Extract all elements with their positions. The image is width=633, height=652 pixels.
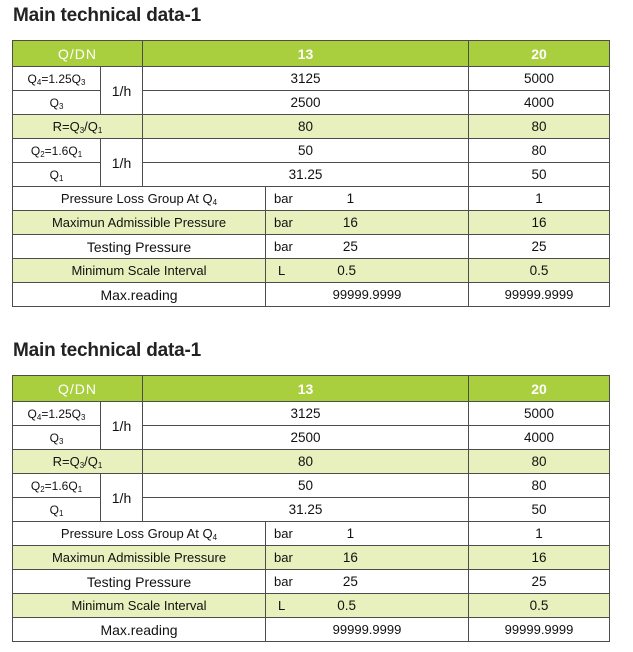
unit-l: L: [278, 598, 286, 613]
table-row-q4: [13, 402, 610, 426]
value-20: 25: [469, 570, 610, 594]
label-max-pressure: Maximun Admissible Pressure: [13, 211, 266, 235]
value-20: 5000: [469, 402, 610, 426]
unit-bar: bar: [274, 215, 293, 230]
table-row-max-pressure: [13, 211, 610, 235]
table-row-max-reading: [13, 283, 610, 307]
section-title: Main technical data-1: [13, 340, 201, 361]
unit-bar: bar: [274, 550, 293, 565]
value-20: 1: [469, 522, 610, 546]
label-testing-pressure: Testing Pressure: [13, 235, 266, 259]
label-q1: $Q_1$: [13, 163, 101, 187]
unit-bar: bar: [274, 574, 293, 589]
value-20: 1: [469, 187, 610, 211]
table-row-min-scale: [13, 259, 610, 283]
value-20: 0.5: [469, 259, 610, 283]
value-13: 31.25: [143, 498, 469, 522]
label-min-scale: Minimum Scale Interval: [13, 259, 266, 283]
value-20: 80: [469, 139, 610, 163]
header-qdn: Q/DN: [13, 376, 143, 402]
value-20: 16: [469, 211, 610, 235]
label-testing-pressure: Testing Pressure: [13, 570, 266, 594]
header-dn20: 20: [469, 41, 610, 67]
value-20: 4000: [469, 91, 610, 115]
value-13: bar 1: [266, 187, 469, 211]
value-13: bar 1: [266, 522, 469, 546]
value-13: bar 16: [266, 211, 469, 235]
label-r: $R=Q_3/Q_1$: [13, 115, 143, 139]
table-row-max-pressure: [13, 546, 610, 570]
value-20: 0.5: [469, 594, 610, 618]
value-13: 50: [143, 474, 469, 498]
value-20: 50: [469, 498, 610, 522]
label-r: $R=Q_3/Q_1$: [13, 450, 143, 474]
unit-lh: 1/h: [101, 474, 143, 522]
table-row-r: [13, 115, 610, 139]
value-13: bar 16: [266, 546, 469, 570]
table-row-pressure-loss: [13, 187, 610, 211]
value-13: 3125: [143, 67, 469, 91]
value-20: 80: [469, 474, 610, 498]
value-20: 80: [469, 115, 610, 139]
value-13: bar 25: [266, 570, 469, 594]
table-row-pressure-loss: [13, 522, 610, 546]
unit-lh: 1/h: [101, 67, 143, 115]
value-13: 80: [143, 450, 469, 474]
unit-bar: bar: [274, 239, 293, 254]
value-13: 31.25: [143, 163, 469, 187]
header-dn20: 20: [469, 376, 610, 402]
spec-table: [12, 40, 610, 307]
label-q1: $Q_1$: [13, 498, 101, 522]
value-20: 50: [469, 163, 610, 187]
value-13: bar 25: [266, 235, 469, 259]
label-q2: $Q_2=1.6Q_1$: [13, 474, 101, 498]
label-max-pressure: Maximun Admissible Pressure: [13, 546, 266, 570]
value-13: 50: [143, 139, 469, 163]
header-dn13: 13: [143, 41, 469, 67]
table-row-max-reading: [13, 618, 610, 642]
header-qdn: Q/DN: [13, 41, 143, 67]
table-row-q2: [13, 139, 610, 163]
unit-bar: bar: [274, 191, 293, 206]
label-q4: $Q_4=1.25Q_3$: [13, 67, 101, 91]
value-20: 25: [469, 235, 610, 259]
label-q3: $Q_3$: [13, 426, 101, 450]
value-20: 16: [469, 546, 610, 570]
value-13: 80: [143, 115, 469, 139]
label-q2: $Q_2=1.6Q_1$: [13, 139, 101, 163]
table-header-row: [13, 41, 610, 67]
header-dn13: 13: [143, 376, 469, 402]
section-title: Main technical data-1: [13, 5, 201, 26]
table-row-q2: [13, 474, 610, 498]
spec-table: [12, 375, 610, 642]
label-q3: $Q_3$: [13, 91, 101, 115]
unit-lh: 1/h: [101, 139, 143, 187]
value-13: 2500: [143, 426, 469, 450]
value-13: 99999.9999: [266, 283, 469, 307]
table-row-q4: [13, 67, 610, 91]
label-min-scale: Minimum Scale Interval: [13, 594, 266, 618]
label-q4: $Q_4=1.25Q_3$: [13, 402, 101, 426]
table-row-r: [13, 450, 610, 474]
label-max-reading: Max.reading: [13, 283, 266, 307]
value-13: 2500: [143, 91, 469, 115]
table-header-row: [13, 376, 610, 402]
unit-bar: bar: [274, 526, 293, 541]
value-20: 80: [469, 450, 610, 474]
label-pressure-loss: Pressure Loss Group At $Q_4$: [13, 522, 266, 546]
value-13: L 0.5: [266, 594, 469, 618]
value-20: 99999.9999: [469, 618, 610, 642]
table-row-testing-pressure: [13, 570, 610, 594]
label-pressure-loss: Pressure Loss Group At $Q_4$: [13, 187, 266, 211]
table-row-min-scale: [13, 594, 610, 618]
unit-lh: 1/h: [101, 402, 143, 450]
value-20: 5000: [469, 67, 610, 91]
table-row-testing-pressure: [13, 235, 610, 259]
value-13: 99999.9999: [266, 618, 469, 642]
value-20: 4000: [469, 426, 610, 450]
unit-l: L: [278, 263, 286, 278]
label-max-reading: Max.reading: [13, 618, 266, 642]
value-13: L 0.5: [266, 259, 469, 283]
value-13: 3125: [143, 402, 469, 426]
value-20: 99999.9999: [469, 283, 610, 307]
